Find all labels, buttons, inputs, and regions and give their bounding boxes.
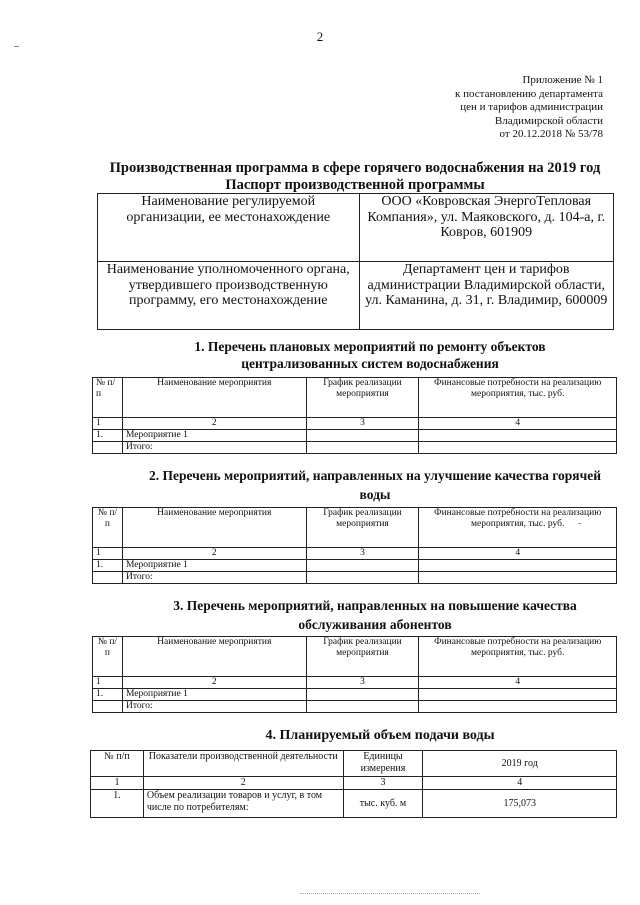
col-number: 3 bbox=[306, 677, 419, 689]
header-num: № п/п bbox=[91, 751, 144, 777]
header-finance: Финансовые потребности на реализацию мероприятия, тыс. руб. bbox=[419, 508, 617, 548]
empty-cell bbox=[306, 430, 419, 442]
header-name: Наименование мероприятия bbox=[122, 378, 306, 418]
empty-cell bbox=[419, 442, 617, 454]
measure-name: Мероприятие 1 bbox=[122, 430, 306, 442]
row-number: 1. bbox=[91, 790, 144, 818]
header-schedule: График реализации мероприятия bbox=[306, 637, 419, 677]
table-row bbox=[93, 418, 617, 430]
table-row bbox=[93, 689, 617, 701]
passport-label: Наименование уполномоченного органа, утвердившего производственную программу, его местонахождение bbox=[98, 262, 360, 330]
col-number: 1 bbox=[93, 548, 123, 560]
supply-volume-table bbox=[90, 750, 617, 818]
table-row bbox=[93, 548, 617, 560]
header-num: № п/п bbox=[93, 508, 123, 548]
measures-table-3 bbox=[92, 636, 617, 713]
header-finance: Финансовые потребности на реализацию мероприятия, тыс. руб. bbox=[419, 378, 617, 418]
table-row bbox=[93, 560, 617, 572]
passport-value: Департамент цен и тарифов администрации Владимирской области, ул. Каманина, д. 31, г. Владимир, 600009 bbox=[359, 262, 614, 330]
empty-cell bbox=[419, 701, 617, 713]
table-header-row bbox=[93, 508, 617, 548]
header-finance: Финансовые потребности на реализацию мероприятия, тыс. руб. bbox=[419, 637, 617, 677]
unit-value: тыс. куб. м bbox=[343, 790, 423, 818]
annex-line: Приложение № 1 bbox=[522, 74, 603, 86]
table-row bbox=[98, 194, 614, 262]
empty-cell bbox=[306, 701, 419, 713]
empty-cell bbox=[306, 442, 419, 454]
table-row bbox=[93, 701, 617, 713]
col-number: 3 bbox=[306, 418, 419, 430]
col-number: 4 bbox=[419, 677, 617, 689]
empty-cell bbox=[419, 572, 617, 584]
col-number: 2 bbox=[122, 418, 306, 430]
scan-mark bbox=[578, 523, 581, 524]
col-number: 2 bbox=[122, 548, 306, 560]
section-title: 3. Перечень мероприятий, направленных на повышение качества обслуживания абонентов bbox=[173, 598, 577, 632]
col-number: 2 bbox=[122, 677, 306, 689]
measure-name: Мероприятие 1 bbox=[122, 689, 306, 701]
annex-line: Владимирской области bbox=[494, 114, 603, 127]
empty-cell bbox=[93, 572, 123, 584]
header-schedule: График реализации мероприятия bbox=[306, 378, 419, 418]
table-row bbox=[93, 442, 617, 454]
header-name: Наименование мероприятия bbox=[122, 508, 306, 548]
table-header-row bbox=[93, 637, 617, 677]
header-schedule: График реализации мероприятия bbox=[306, 508, 419, 548]
empty-cell bbox=[306, 560, 419, 572]
header-num: № п/п bbox=[93, 637, 123, 677]
measures-table-2 bbox=[92, 507, 617, 584]
col-number: 1 bbox=[91, 777, 144, 790]
empty-cell bbox=[93, 442, 123, 454]
measure-name: Мероприятие 1 bbox=[122, 560, 306, 572]
row-number: 1. bbox=[93, 430, 123, 442]
table-header-row bbox=[91, 751, 617, 777]
header-unit: Единицы измерения bbox=[343, 751, 423, 777]
table-row bbox=[93, 677, 617, 689]
table-row bbox=[93, 572, 617, 584]
total-label: Итого: bbox=[122, 701, 306, 713]
section-title: 2. Перечень мероприятий, направленных на улучшение качества горячей воды bbox=[149, 468, 601, 502]
scan-mark bbox=[14, 46, 19, 47]
total-label: Итого: bbox=[122, 442, 306, 454]
empty-cell bbox=[419, 430, 617, 442]
header-indicator: Показатели производственной деятельности bbox=[143, 751, 343, 777]
annex-line: от 20.12.2018 № 53/78 bbox=[499, 128, 603, 140]
measures-table-1 bbox=[92, 377, 617, 454]
empty-cell bbox=[306, 572, 419, 584]
page-number: 2 bbox=[316, 29, 324, 44]
volume-value: 175,073 bbox=[423, 790, 617, 818]
passport-table bbox=[97, 193, 614, 330]
passport-value: ООО «Ковровская ЭнергоТепловая Компания», ул. Маяковского, д. 104-а, г. Ковров, 601909 bbox=[359, 194, 614, 262]
col-number: 2 bbox=[143, 777, 343, 790]
total-label: Итого: bbox=[122, 572, 306, 584]
header-name: Наименование мероприятия bbox=[122, 637, 306, 677]
passport-title: Паспорт производственной программы bbox=[225, 177, 485, 193]
passport-label: Наименование регулируемой организации, ее местонахождение bbox=[98, 194, 360, 262]
row-number: 1. bbox=[93, 560, 123, 572]
table-header-row bbox=[93, 378, 617, 418]
header-year: 2019 год bbox=[423, 751, 617, 777]
empty-cell bbox=[419, 689, 617, 701]
annex-block bbox=[403, 74, 603, 142]
col-number: 3 bbox=[306, 548, 419, 560]
col-number: 4 bbox=[419, 548, 617, 560]
table-row bbox=[93, 430, 617, 442]
row-number: 1. bbox=[93, 689, 123, 701]
annex-line: цен и тарифов администрации bbox=[460, 101, 603, 113]
section-title: 1. Перечень плановых мероприятий по ремонту объектов централизованных систем водоснабжения bbox=[194, 339, 546, 371]
col-number: 1 bbox=[93, 418, 123, 430]
col-number: 1 bbox=[93, 677, 123, 689]
indicator-name: Объем реализации товаров и услуг, в том числе по потребителям: bbox=[143, 790, 343, 818]
annex-line: к постановлению департамента bbox=[455, 87, 603, 100]
empty-cell bbox=[93, 701, 123, 713]
col-number: 3 bbox=[343, 777, 423, 790]
col-number: 4 bbox=[423, 777, 617, 790]
scan-mark bbox=[300, 893, 480, 895]
col-number: 4 bbox=[419, 418, 617, 430]
table-row bbox=[98, 262, 614, 330]
empty-cell bbox=[419, 560, 617, 572]
document-title: Производственная программа в сфере горячего водоснабжения на 2019 год bbox=[109, 160, 601, 176]
header-num: № п/п bbox=[93, 378, 123, 418]
table-row bbox=[91, 777, 617, 790]
table-row bbox=[91, 790, 617, 818]
section-title: 4. Планируемый объем подачи воды bbox=[265, 728, 495, 743]
empty-cell bbox=[306, 689, 419, 701]
